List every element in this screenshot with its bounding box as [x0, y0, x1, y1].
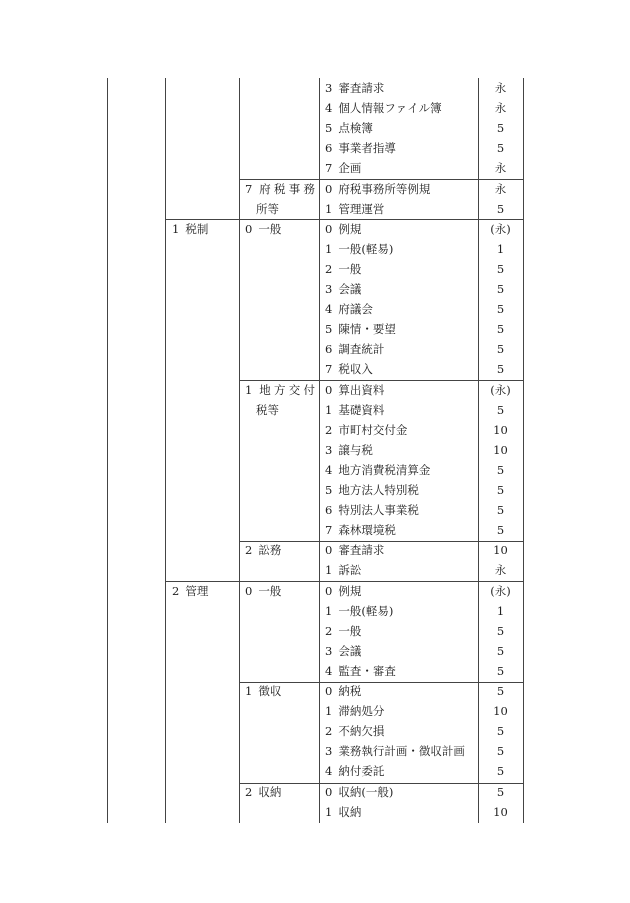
item-number: 5 [325, 121, 333, 136]
retention-period-cell: 10 [493, 442, 508, 457]
retention-period-cell: 5 [496, 663, 505, 678]
item-name-cell [325, 601, 393, 621]
retention-period-cell: 5 [496, 322, 505, 337]
item-name-cell [325, 480, 419, 500]
item-name: 森林環境税 [338, 523, 396, 538]
item-number: 0 [325, 684, 333, 698]
item-name: 府議会 [338, 302, 373, 317]
item-name: 訴訟 [338, 563, 362, 578]
item-name: 府税事務所等例規 [338, 181, 431, 196]
item-number: 1 [325, 804, 333, 819]
item-name: 企画 [338, 161, 362, 176]
subcategory-cell [245, 380, 315, 420]
category-label: 税制 [185, 221, 209, 236]
item-number: 6 [325, 503, 333, 518]
retention-period-cell: 5 [496, 623, 505, 638]
item-number: 2 [325, 724, 333, 739]
column-line-1 [107, 78, 108, 823]
subcategory-label-line1: 1 地方交付 [245, 382, 315, 397]
item-number: 2 [325, 261, 333, 276]
item-number: 0 [325, 181, 333, 196]
item-number: 0 [325, 784, 333, 799]
item-name-cell [325, 239, 393, 259]
item-name: 個人情報ファイル簿 [338, 101, 442, 116]
item-name: 審査請求 [338, 543, 385, 558]
item-name: 地方法人特別税 [338, 483, 419, 497]
item-name-cell [325, 641, 361, 661]
retention-period-cell: 永 [494, 161, 507, 176]
item-number: 6 [325, 342, 333, 357]
retention-period-cell: 1 [496, 241, 505, 256]
item-number: 4 [325, 462, 333, 477]
item-name: 会議 [338, 643, 362, 658]
subcategory-label: 収納 [258, 784, 282, 799]
item-number: 1 [325, 603, 333, 618]
category-label: 管理 [185, 583, 209, 598]
retention-period-cell: 5 [496, 764, 505, 779]
item-name-cell [325, 681, 361, 701]
item-name: 不納欠損 [338, 724, 385, 739]
item-name: 管理運営 [338, 201, 385, 216]
retention-period-cell: 5 [496, 282, 505, 296]
subcategory-cell [245, 219, 315, 239]
item-name: 収納(一般) [338, 784, 394, 799]
item-number: 3 [325, 81, 333, 95]
item-number: 2 [325, 422, 333, 437]
item-name-cell [325, 359, 373, 379]
item-name: 市町村交付金 [338, 422, 408, 437]
item-name: 収納 [338, 804, 362, 819]
item-name: 例規 [338, 583, 362, 598]
retention-period-cell: 10 [493, 804, 508, 819]
item-number: 6 [325, 141, 333, 156]
item-name-cell [325, 199, 384, 219]
item-name: 会議 [338, 282, 362, 296]
item-name-cell [325, 500, 419, 520]
item-name-cell [325, 621, 361, 641]
item-name-cell [325, 520, 396, 540]
item-name-cell [325, 460, 430, 480]
item-name-cell [325, 179, 430, 199]
retention-period-cell: 5 [496, 523, 505, 538]
item-name-cell [325, 380, 384, 400]
item-name-cell [325, 98, 442, 118]
subcategory-number: 0 [245, 221, 253, 236]
retention-period-cell: 5 [496, 724, 505, 739]
subcategory-number: 1 [245, 684, 253, 698]
item-number: 3 [325, 744, 333, 759]
item-name-cell [325, 741, 465, 761]
item-name-cell [325, 782, 393, 802]
item-name-cell [325, 761, 384, 781]
item-number: 4 [325, 764, 333, 779]
item-number: 0 [325, 221, 333, 236]
item-name-cell [325, 581, 361, 601]
retention-period-cell: 5 [496, 362, 505, 377]
item-number: 7 [325, 523, 333, 538]
retention-period-cell: (永) [490, 583, 511, 598]
item-number: 4 [325, 663, 333, 678]
item-name: 特別法人事業税 [338, 503, 419, 518]
retention-period-cell: 5 [496, 302, 505, 317]
item-name-cell [325, 440, 373, 460]
item-name-cell [325, 279, 361, 299]
column-line-3 [239, 78, 240, 823]
retention-period-cell: 5 [496, 784, 505, 799]
item-name: 納税 [338, 684, 362, 698]
subcategory-label: 一般 [258, 221, 282, 236]
item-name: 一般 [338, 261, 362, 276]
item-name: 点検簿 [338, 121, 373, 136]
subcategory-label-line1: 7 府税事務 [245, 181, 315, 196]
item-name: 税収入 [338, 362, 373, 377]
item-name-cell [325, 259, 361, 279]
retention-period-cell: 5 [496, 141, 505, 156]
item-name-cell [325, 319, 396, 339]
subcategory-label-line2: 所等 [256, 201, 279, 216]
item-name: 事業者指導 [338, 141, 396, 156]
retention-period-cell: 5 [496, 261, 505, 276]
item-number: 4 [325, 302, 333, 317]
subcategory-cell [245, 782, 315, 802]
item-number: 4 [325, 101, 333, 116]
retention-period-cell: 永 [494, 563, 507, 578]
retention-period-cell: 永 [494, 81, 507, 95]
subcategory-cell [245, 179, 315, 219]
subcategory-label: 一般 [258, 583, 282, 598]
retention-period-cell: 1 [496, 603, 505, 618]
item-name: 陳情・要望 [338, 322, 396, 337]
item-name: 調査統計 [338, 342, 385, 357]
subcategory-cell [245, 540, 315, 560]
item-number: 1 [325, 563, 333, 578]
subcategory-label: 徴収 [258, 684, 282, 698]
column-line-4 [319, 78, 320, 823]
item-name: 業務執行計画・徴収計画 [338, 744, 465, 759]
item-number: 0 [325, 543, 333, 558]
item-name-cell [325, 400, 384, 420]
item-name: 納付委託 [338, 764, 385, 779]
item-name: 算出資料 [338, 382, 385, 397]
item-name: 一般(軽易) [338, 241, 394, 256]
item-name-cell [325, 219, 361, 239]
item-name-cell [325, 560, 361, 580]
subcategory-number: 0 [245, 583, 253, 598]
retention-period-cell: 5 [496, 121, 505, 136]
retention-period-cell: 5 [496, 342, 505, 357]
item-number: 3 [325, 643, 333, 658]
item-name-cell [325, 540, 384, 560]
item-name-cell [325, 661, 396, 681]
retention-period-cell: 10 [493, 422, 508, 437]
item-number: 7 [325, 362, 333, 377]
item-name-cell [325, 118, 373, 138]
item-name: 地方消費税清算金 [338, 462, 431, 477]
subcategory-cell [245, 581, 315, 601]
retention-period-cell: 5 [496, 483, 505, 497]
item-number: 0 [325, 382, 333, 397]
item-name: 審査請求 [338, 81, 385, 95]
retention-period-cell: 5 [496, 643, 505, 658]
item-name: 譲与税 [338, 442, 373, 457]
item-number: 5 [325, 483, 333, 497]
item-name-cell [325, 721, 384, 741]
retention-period-cell: 5 [496, 503, 505, 518]
item-number: 1 [325, 402, 333, 417]
item-name-cell [325, 420, 407, 440]
retention-period-cell: 5 [496, 201, 505, 216]
item-number: 3 [325, 442, 333, 457]
item-number: 1 [325, 704, 333, 719]
item-name: 一般(軽易) [338, 603, 394, 618]
category-cell [172, 581, 208, 601]
item-name-cell [325, 339, 384, 359]
subcategory-number: 2 [245, 543, 253, 558]
item-name-cell [325, 299, 373, 319]
item-number: 1 [325, 241, 333, 256]
retention-period-cell: 永 [494, 101, 507, 116]
item-number: 7 [325, 161, 333, 176]
retention-period-cell: 5 [496, 684, 505, 698]
retention-period-cell: 10 [493, 704, 508, 719]
item-name: 例規 [338, 221, 362, 236]
retention-period-cell: 永 [494, 181, 507, 196]
column-line-2 [165, 78, 166, 823]
retention-period-cell: 5 [496, 462, 505, 477]
subcategory-cell [245, 681, 315, 701]
item-number: 1 [325, 201, 333, 216]
item-name: 滞納処分 [338, 704, 385, 719]
subcategory-label-line2: 税等 [256, 402, 279, 417]
item-name-cell [325, 158, 361, 178]
item-number: 5 [325, 322, 333, 337]
retention-period-cell: 5 [496, 402, 505, 417]
item-number: 0 [325, 583, 333, 598]
retention-period-cell: 10 [493, 543, 508, 558]
item-name: 基礎資料 [338, 402, 385, 417]
item-name: 監査・審査 [338, 663, 396, 678]
retention-period-cell: (永) [490, 221, 511, 236]
category-number: 2 [172, 583, 180, 598]
item-name-cell [325, 78, 384, 98]
retention-period-cell: (永) [490, 382, 511, 397]
item-number: 2 [325, 623, 333, 638]
item-name: 一般 [338, 623, 362, 638]
item-name-cell [325, 701, 384, 721]
retention-period-cell: 5 [496, 744, 505, 759]
category-number: 1 [172, 221, 180, 236]
item-name-cell [325, 802, 361, 822]
item-number: 3 [325, 282, 333, 296]
category-cell [172, 219, 208, 239]
subcategory-label: 訟務 [258, 543, 282, 558]
item-name-cell [325, 138, 396, 158]
subcategory-number: 2 [245, 784, 253, 799]
column-line-6 [523, 78, 524, 823]
